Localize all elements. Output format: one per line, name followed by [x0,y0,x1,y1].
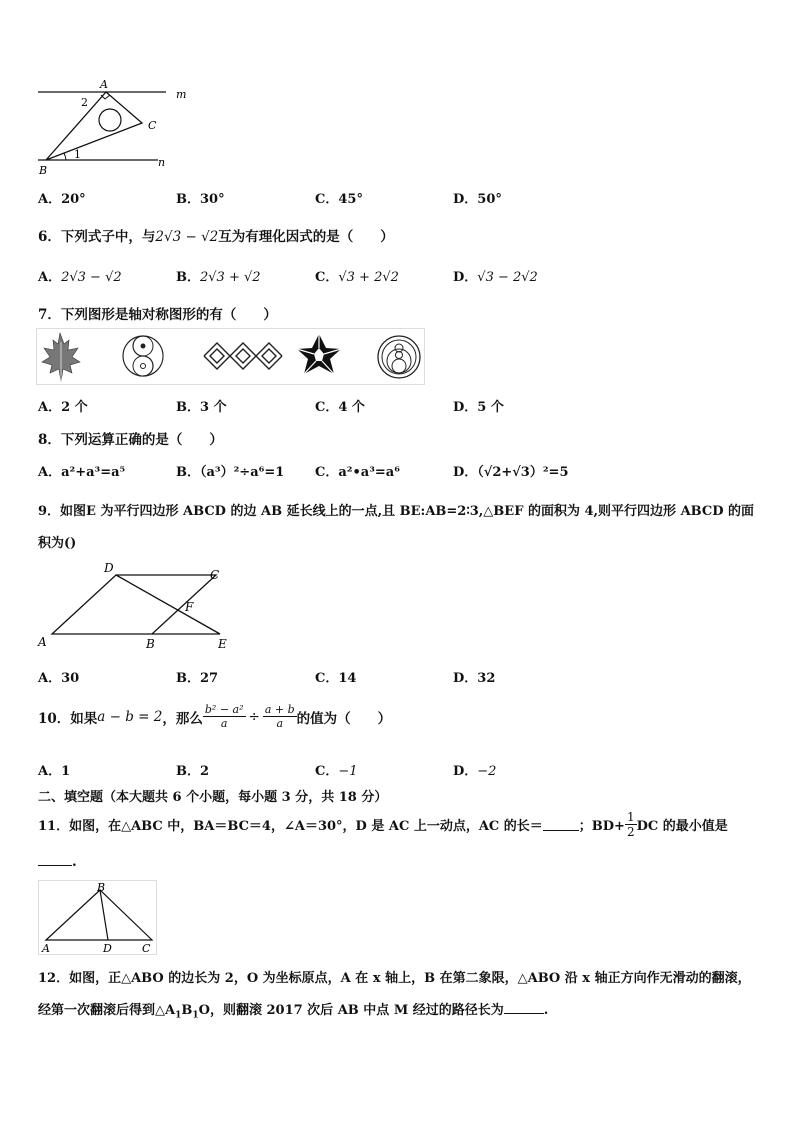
q7-figures [36,328,426,386]
q11-answer-line: . [38,853,77,870]
q6-option-d[interactable]: D．√3 − 2√2 [453,270,538,285]
q10-fraction-1: $\frac{\text{b² − a²}}{a}$ [204,703,244,730]
q12-stem-line1: 12．如图，正△ABO 的边长为 2，O 为坐标原点，A 在 x 轴上，B 在第二象限，△ABO 沿 x 轴正方向作无滑动的翻滚， [38,971,751,986]
q5-label-B: B [39,164,48,177]
q6-option-c[interactable]: C．√3 + 2√2 [315,270,399,285]
q11-label-D: D [103,942,112,955]
q8-option-b[interactable]: B．（a³）²÷a⁶=1 [176,465,285,480]
q5-option-b[interactable]: B．30° [176,192,225,207]
q5-label-C: C [148,119,157,132]
q9-option-d[interactable]: D．32 [453,671,496,686]
q12-blank[interactable] [504,1001,544,1014]
q5-option-a[interactable]: A．20° [38,192,86,207]
q5-label-one: 1 [74,148,81,161]
q11-blank-2[interactable] [38,853,72,866]
q5-label-A: A [100,78,108,91]
q10-option-d[interactable]: D．−2 [453,764,497,779]
q11-label-B: B [97,881,106,894]
q10-option-a[interactable]: A．1 [38,764,71,779]
q10-stem: 10．如果 a − b = 2 ，那么 $\frac{\text{b² − a²}}{a}$ ÷ $\frac{a + b}{a}$ 的值为（ ） [38,703,392,730]
q7-option-c[interactable]: C．4 个 [315,400,365,415]
knot-pattern-icon [204,343,282,369]
q10-option-c[interactable]: C．−1 [315,764,358,779]
q12-stem-line2: 经第一次翻滚后得到$\triangle A_1B_1O$，则翻滚 2017 次后 AB 中点 M 经过的路径长为 . [38,1003,549,1021]
q9-label-F: F [185,600,194,614]
q11-half-fraction: $\frac{1}{2}$ [626,810,635,839]
q5-line-labels [158,84,200,174]
q9-option-b[interactable]: B．27 [176,671,219,686]
q9-stem-line2: 积为() [38,536,77,551]
q6-stem: 6．下列式子中，与2√3 − √2互为有理化因式的是（ ） [38,229,394,245]
nested-circles-icon [378,336,420,378]
q5-label-m: m [176,88,187,101]
q11-stem: 11．如图，在△ABC 中，BA＝BC＝4，∠A＝30°，D 是 AC 上一动点，AC 的长＝ ；BD+ $\frac{1}{2}$ DC 的最小值是 [38,810,728,839]
q10-fraction-2: $\frac{a + b}{a}$ [264,703,295,730]
q5-label-two: 2 [81,96,88,109]
q5-label-n: n [158,156,166,169]
q11-figure [38,880,158,956]
q8-option-c[interactable]: C．a²•a³=a⁶ [315,465,400,480]
q9-label-D: D [104,561,114,575]
q11-blank-1[interactable] [543,818,579,831]
q8-option-a[interactable]: A．a²+a³=a⁵ [38,465,126,480]
q9-label-E: E [218,637,227,651]
q7-stem: 7．下列图形是轴对称图形的有（ ） [38,307,277,323]
yin-yang-icon [123,336,163,376]
q9-label-C: C [210,568,220,582]
q11-label-C: C [142,942,151,955]
q9-figure [36,560,236,652]
star-flower-icon [297,334,341,374]
q7-option-a[interactable]: A．2 个 [38,400,88,415]
q9-label-B: B [146,637,155,651]
q7-option-b[interactable]: B．3 个 [176,400,227,415]
q11-label-A: A [42,942,50,955]
q5-option-d[interactable]: D．50° [453,192,502,207]
q9-label-A: A [38,635,47,649]
q9-option-a[interactable]: A．30 [38,671,80,686]
section-heading: 二、填空题（本大题共 6 个小题，每小题 3 分，共 18 分） [38,790,388,805]
q8-option-d[interactable]: D．（√2+√3）²=5 [453,465,569,480]
q6-option-b[interactable]: B．2√3 + √2 [176,270,261,285]
maple-leaf-icon [42,333,80,382]
q10-option-b[interactable]: B．2 [176,764,210,779]
q5-option-c[interactable]: C．45° [315,192,363,207]
q9-stem-line1: 9．如图E 为平行四边形 ABCD 的边 AB 延长线上的一点,且 BE:AB=2∶3,△BEF 的面积为 4,则平行四边形 ABCD 的面 [38,504,755,519]
q9-option-c[interactable]: C．14 [315,671,357,686]
q6-option-a[interactable]: A．2√3 − √2 [38,270,122,285]
q7-option-d[interactable]: D．5 个 [453,400,504,415]
q8-stem: 8．下列运算正确的是（ ） [38,432,223,448]
